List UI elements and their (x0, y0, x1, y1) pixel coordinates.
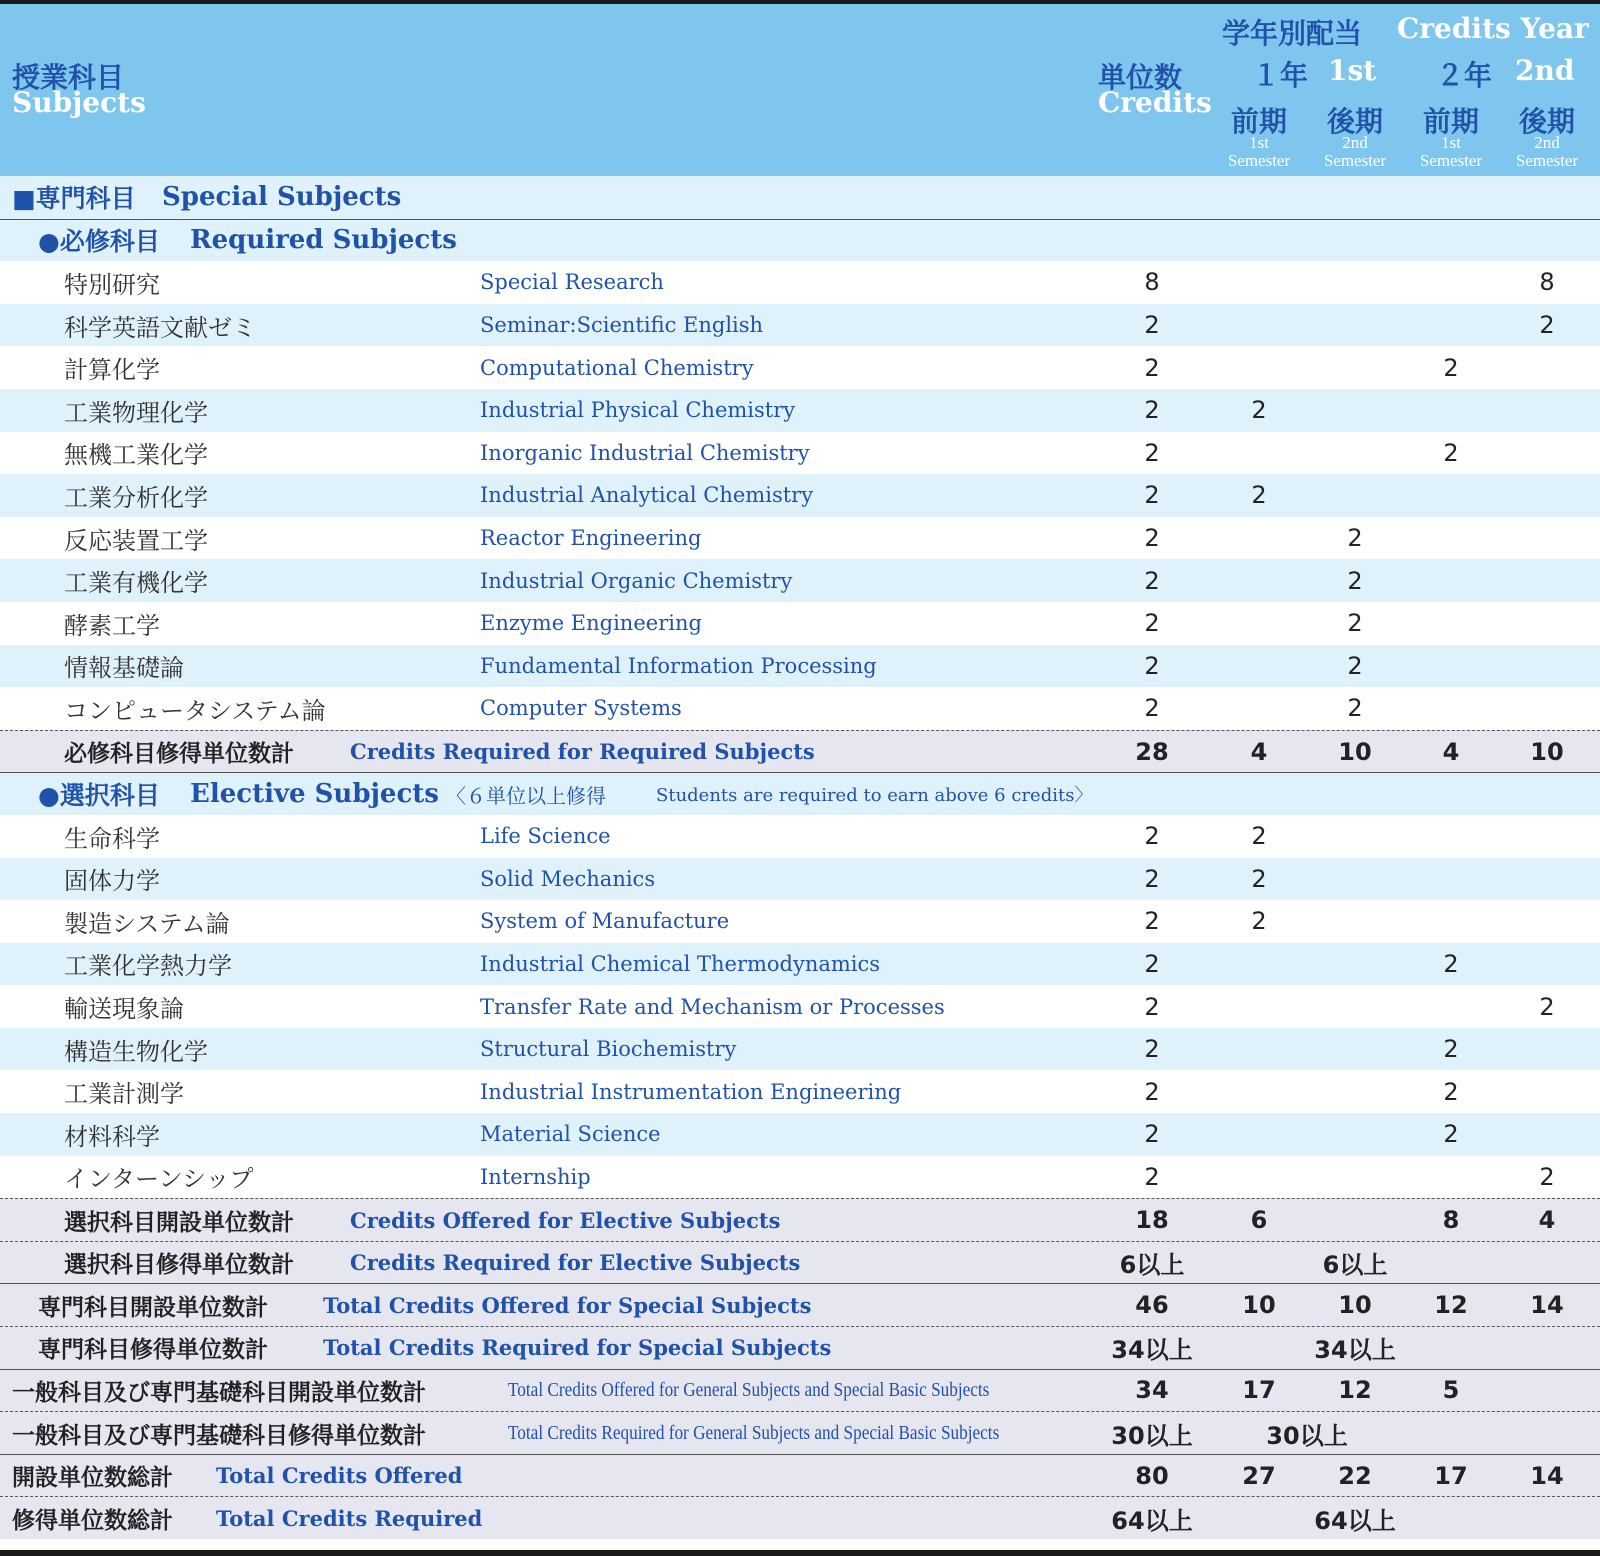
general-offered-s1: 17 (1242, 1376, 1276, 1405)
subject-name-ja: 材料科学 (64, 1122, 160, 1151)
semester-s2-cell (1315, 1028, 1395, 1071)
semester-s4-cell (1507, 432, 1587, 475)
semester-s1-cell: 2 (1251, 907, 1267, 936)
required-subject-row (0, 346, 1600, 389)
bottom-rule (0, 1550, 1600, 1556)
all-offered-ja: 開設単位数総計 (12, 1465, 173, 1492)
credits-cell: 2 (1144, 1120, 1160, 1149)
semester-s4-cell (1507, 559, 1587, 602)
semester-s2-cell (1315, 1113, 1395, 1156)
semester4-header-en2: Semester (1515, 151, 1579, 170)
semester-s3-cell: 2 (1443, 353, 1459, 382)
elective-offered-s2 (1315, 1199, 1395, 1241)
credits-cell: 2 (1144, 864, 1160, 893)
semester-s1-cell: 2 (1251, 396, 1267, 425)
subject-name-en: System of Manufacture (480, 909, 730, 934)
semester-s3-cell: 2 (1443, 949, 1459, 978)
subject-name-en: Enzyme Engineering (480, 611, 702, 636)
elective-subject-row (0, 1070, 1600, 1113)
subject-name-ja: インターンシップ (64, 1165, 254, 1194)
elective-offered-en: Credits Offered for Elective Subjects (350, 1207, 781, 1233)
all-offered-credits: 80 (1135, 1461, 1169, 1490)
credits-cell: 2 (1144, 609, 1160, 638)
required-total-s3: 4 (1442, 737, 1460, 766)
subject-name-ja: 構造生物化学 (64, 1037, 208, 1066)
semester3-header-en1: 1st (1441, 133, 1461, 152)
special-offered-credits: 46 (1135, 1291, 1169, 1320)
semester-s2-cell (1315, 389, 1395, 432)
semester-s4-cell (1507, 900, 1587, 943)
subject-name-en: Material Science (480, 1122, 661, 1147)
required-subject-row (0, 432, 1600, 475)
subject-name-en: Industrial Chemical Thermodynamics (480, 951, 881, 976)
special-required-ja: 専門科目修得単位数計 (38, 1337, 268, 1364)
general-required-credits: 30以上 (1111, 1421, 1193, 1450)
semester-s2-cell (1315, 985, 1395, 1028)
semester-s2-cell (1315, 261, 1395, 304)
general-offered-row (0, 1369, 1600, 1412)
elective-subject-row (0, 1028, 1600, 1071)
subject-name-ja: 酵素工学 (64, 611, 160, 640)
all-required-en: Total Credits Required (216, 1505, 483, 1531)
elective-required-credits: 6以上 (1119, 1251, 1185, 1280)
elective-required-year: 6以上 (1322, 1251, 1388, 1280)
semester-s2-cell (1315, 815, 1395, 858)
credits-cell: 2 (1144, 566, 1160, 595)
credits-cell: 2 (1144, 1162, 1160, 1191)
section-special-en: Special Subjects (162, 182, 402, 213)
semester-s1-cell (1219, 1113, 1299, 1156)
subject-name-ja: 工業分析化学 (64, 483, 208, 512)
credits-cell: 2 (1144, 1077, 1160, 1106)
semester-s3-cell (1411, 559, 1491, 602)
semester-s3-cell (1411, 1156, 1491, 1199)
all-offered-s4: 14 (1530, 1461, 1564, 1490)
semester-s3-cell (1411, 304, 1491, 347)
required-subject-row (0, 645, 1600, 688)
subject-name-en: Life Science (480, 824, 611, 849)
semester-s1-cell: 2 (1251, 822, 1267, 851)
semester3-header-en2: Semester (1419, 151, 1483, 170)
semester-s4-cell (1507, 815, 1587, 858)
credits-cell: 2 (1144, 694, 1160, 723)
semester-s4-cell (1507, 687, 1587, 730)
semester-s4-cell (1507, 1113, 1587, 1156)
elective-note-en: Students are required to earn above 6 credits〉 (656, 785, 1093, 807)
all-offered-row (0, 1454, 1600, 1497)
subject-name-en: Industrial Organic Chemistry (480, 568, 793, 593)
subject-name-en: Fundamental Information Processing (480, 653, 877, 678)
special-required-year: 34以上 (1314, 1336, 1396, 1365)
credits-cell: 2 (1144, 396, 1160, 425)
credits-cell: 2 (1144, 822, 1160, 851)
subjects-header-ja: 授業科目 (12, 61, 125, 94)
general-offered-ja: 一般科目及び専門基礎科目開設単位数計 (12, 1379, 426, 1406)
semester-s3-cell: 2 (1443, 1120, 1459, 1149)
semester-s2-cell: 2 (1347, 524, 1363, 553)
semester-s1-cell (1219, 1156, 1299, 1199)
elective-subject-row (0, 1113, 1600, 1156)
semester-s4-cell (1507, 389, 1587, 432)
semester-s2-cell (1315, 858, 1395, 901)
semester-s3-cell (1411, 815, 1491, 858)
credits-cell: 2 (1144, 992, 1160, 1021)
semester-s4-cell (1507, 1070, 1587, 1113)
semester-s2-cell (1315, 943, 1395, 986)
all-offered-en: Total Credits Offered (216, 1463, 463, 1489)
semester-s1-cell (1219, 687, 1299, 730)
semester-s2-cell (1315, 1070, 1395, 1113)
required-subject-row (0, 602, 1600, 645)
credits-cell: 2 (1144, 651, 1160, 680)
subject-name-ja: 反応装置工学 (64, 526, 208, 555)
semester-s3-cell (1411, 900, 1491, 943)
special-required-en: Total Credits Required for Special Subjects (323, 1335, 832, 1361)
elective-required-en: Credits Required for Elective Subjects (350, 1250, 801, 1276)
credits-header-en: Credits (1098, 86, 1212, 119)
semester-s3-cell: 2 (1443, 438, 1459, 467)
subject-name-ja: 特別研究 (64, 270, 160, 299)
semester-s4-cell: 2 (1539, 311, 1555, 340)
subject-name-en: Transfer Rate and Mechanism or Processes (480, 994, 945, 1019)
semester-s2-cell (1315, 432, 1395, 475)
subject-name-en: Reactor Engineering (480, 526, 702, 551)
semester1-header-en2: Semester (1227, 151, 1291, 170)
semester-s1-cell (1219, 346, 1299, 389)
required-total-s2: 10 (1338, 737, 1372, 766)
semester4-header-en1: 2nd (1534, 133, 1560, 152)
semester-s1-cell (1219, 1070, 1299, 1113)
semester-s3-cell: 2 (1443, 1077, 1459, 1106)
elective-offered-credits: 18 (1135, 1206, 1169, 1235)
semester-s3-cell (1411, 858, 1491, 901)
section-elective-en: Elective Subjects (190, 779, 439, 810)
elective-required-row (0, 1241, 1600, 1284)
subject-name-en: Special Research (480, 270, 664, 295)
semester4-header-ja: 後期 (1518, 105, 1575, 138)
subject-name-ja: 工業化学熱力学 (64, 952, 232, 981)
credits-cell: 2 (1144, 949, 1160, 978)
elective-note-ja: 〈６単位以上修得 (446, 783, 606, 808)
allocation-header-ja: 学年別配当 (1222, 17, 1363, 50)
elective-subject-row (0, 985, 1600, 1028)
semester-s3-cell (1411, 985, 1491, 1028)
year2-header-ja: ２年 (1436, 59, 1493, 92)
semester-s1-cell (1219, 985, 1299, 1028)
general-offered-credits: 34 (1135, 1376, 1169, 1405)
semester-s4-cell (1507, 943, 1587, 986)
semester-s4-cell: 2 (1539, 992, 1555, 1021)
semester-s2-cell: 2 (1347, 694, 1363, 723)
subject-name-en: Solid Mechanics (480, 866, 656, 891)
credits-cell: 8 (1144, 268, 1160, 297)
subject-name-ja: 工業計測学 (64, 1080, 184, 1109)
subject-name-en: Industrial Analytical Chemistry (480, 483, 814, 508)
semester-s1-cell (1219, 645, 1299, 688)
semester-s2-cell (1315, 900, 1395, 943)
required-subject-row (0, 261, 1600, 304)
required-total-en: Credits Required for Required Subjects (350, 739, 815, 765)
semester-s1-cell (1219, 517, 1299, 560)
table-header (0, 4, 1600, 176)
special-offered-s1: 10 (1242, 1291, 1276, 1320)
required-total-credits: 28 (1135, 737, 1169, 766)
semester1-header-ja: 前期 (1230, 105, 1287, 138)
elective-offered-row (0, 1198, 1600, 1241)
semester-s3-cell (1411, 261, 1491, 304)
elective-subject-row (0, 900, 1600, 943)
general-required-year: 30以上 (1266, 1421, 1348, 1450)
special-required-credits: 34以上 (1111, 1336, 1193, 1365)
semester-s4-cell: 2 (1539, 1162, 1555, 1191)
semester2-header-en2: Semester (1323, 151, 1387, 170)
semester-s4-cell: 8 (1539, 268, 1555, 297)
all-offered-s2: 22 (1338, 1461, 1372, 1490)
semester-s2-cell (1315, 346, 1395, 389)
general-required-ja: 一般科目及び専門基礎科目修得単位数計 (12, 1422, 426, 1449)
subject-name-ja: 工業物理化学 (64, 398, 208, 427)
elective-subject-row (0, 1156, 1600, 1199)
section-required-en: Required Subjects (190, 225, 457, 256)
subject-name-ja: 生命科学 (64, 824, 160, 853)
elective-offered-s3: 8 (1442, 1206, 1460, 1235)
semester2-header-ja: 後期 (1326, 105, 1383, 138)
elective-offered-s1: 6 (1250, 1206, 1268, 1235)
subject-name-en: Computational Chemistry (480, 355, 754, 380)
required-total-s1: 4 (1250, 737, 1268, 766)
section-required-ja: ●必修科目 (38, 227, 160, 257)
semester-s4-cell (1507, 602, 1587, 645)
special-offered-s4: 14 (1530, 1291, 1564, 1320)
semester-s2-cell: 2 (1347, 651, 1363, 680)
special-offered-row (0, 1283, 1600, 1326)
table-body (0, 176, 1600, 1539)
allocation-header-en: Credits Year (1397, 12, 1589, 45)
semester-s1-cell: 2 (1251, 864, 1267, 893)
subject-name-ja: 製造システム論 (64, 909, 230, 938)
subject-name-ja: コンピュータシステム論 (64, 696, 326, 725)
elective-subject-row (0, 943, 1600, 986)
all-required-credits: 64以上 (1111, 1506, 1193, 1535)
credits-cell: 2 (1144, 438, 1160, 467)
required-subject-row (0, 389, 1600, 432)
special-offered-en: Total Credits Offered for Special Subjects (323, 1292, 812, 1318)
semester-s3-cell (1411, 389, 1491, 432)
required-total-s4: 10 (1530, 737, 1564, 766)
subject-name-ja: 工業有機化学 (64, 569, 208, 598)
subject-name-en: Industrial Instrumentation Engineering (480, 1079, 902, 1104)
semester-s3-cell (1411, 474, 1491, 517)
semester-s2-cell (1315, 304, 1395, 347)
general-offered-s2: 12 (1338, 1376, 1372, 1405)
semester-s2-cell: 2 (1347, 609, 1363, 638)
semester-s1-cell (1219, 432, 1299, 475)
semester-s3-cell (1411, 687, 1491, 730)
required-subject-row (0, 474, 1600, 517)
semester-s1-cell (1219, 602, 1299, 645)
special-offered-s3: 12 (1434, 1291, 1468, 1320)
special-required-row (0, 1326, 1600, 1369)
subject-name-en: Seminar:Scientific English (480, 313, 764, 338)
required-subject-row (0, 517, 1600, 560)
elective-offered-ja: 選択科目開設単位数計 (64, 1209, 294, 1236)
credits-cell: 2 (1144, 907, 1160, 936)
credits-cell: 2 (1144, 524, 1160, 553)
special-offered-ja: 専門科目開設単位数計 (38, 1294, 268, 1321)
general-required-en: Total Credits Required for General Subjects and Special Basic Subjects (508, 1421, 1000, 1444)
subject-name-ja: 情報基礎論 (64, 654, 184, 683)
all-required-ja: 修得単位数総計 (12, 1507, 173, 1534)
subject-name-en: Inorganic Industrial Chemistry (480, 440, 810, 465)
all-required-row (0, 1496, 1600, 1539)
subject-name-ja: 輸送現象論 (64, 995, 184, 1024)
required-total-ja: 必修科目修得単位数計 (64, 741, 294, 768)
section-special (0, 176, 1600, 219)
credits-header-ja: 単位数 (1098, 61, 1183, 94)
semester-s1-cell (1219, 1028, 1299, 1071)
semester-s1-cell (1219, 304, 1299, 347)
all-offered-s1: 27 (1242, 1461, 1276, 1490)
semester-s3-cell (1411, 645, 1491, 688)
elective-subject-row (0, 815, 1600, 858)
subject-name-en: Computer Systems (480, 696, 682, 721)
general-offered-s4 (1507, 1370, 1587, 1412)
credits-cell: 2 (1144, 311, 1160, 340)
semester-s4-cell (1507, 645, 1587, 688)
elective-required-ja: 選択科目修得単位数計 (64, 1252, 294, 1279)
year2-header-en: 2nd (1515, 54, 1575, 87)
subject-name-ja: 計算化学 (64, 356, 160, 385)
elective-subject-row (0, 858, 1600, 901)
all-required-year: 64以上 (1314, 1506, 1396, 1535)
semester-s2-cell: 2 (1347, 566, 1363, 595)
semester3-header-ja: 前期 (1422, 105, 1479, 138)
section-special-ja: ■専門科目 (12, 184, 136, 214)
semester-s1-cell: 2 (1251, 481, 1267, 510)
year1-header-ja: １年 (1252, 59, 1309, 92)
semester-s3-cell: 2 (1443, 1035, 1459, 1064)
section-elective-ja: ●選択科目 (38, 781, 160, 811)
semester-s2-cell (1315, 474, 1395, 517)
semester-s3-cell (1411, 602, 1491, 645)
section-required (0, 219, 1600, 262)
general-offered-s3: 5 (1442, 1376, 1460, 1405)
subjects-header-en: Subjects (12, 86, 146, 119)
required-total-row (0, 730, 1600, 773)
semester-s3-cell (1411, 517, 1491, 560)
semester-s2-cell (1315, 1156, 1395, 1199)
year1-header-en: 1st (1328, 54, 1377, 87)
subject-name-ja: 科学英語文献ゼミ (64, 313, 256, 342)
credits-cell: 2 (1144, 1035, 1160, 1064)
subject-name-en: Structural Biochemistry (480, 1037, 737, 1062)
credits-cell: 2 (1144, 353, 1160, 382)
semester-s1-cell (1219, 943, 1299, 986)
general-required-row (0, 1411, 1600, 1454)
semester1-header-en1: 1st (1249, 133, 1269, 152)
semester2-header-en1: 2nd (1342, 133, 1368, 152)
semester-s4-cell (1507, 346, 1587, 389)
subject-name-ja: 固体力学 (64, 867, 160, 896)
section-elective (0, 772, 1600, 815)
semester-s4-cell (1507, 1028, 1587, 1071)
semester-s1-cell (1219, 559, 1299, 602)
subject-name-en: Industrial Physical Chemistry (480, 398, 796, 423)
required-subject-row (0, 559, 1600, 602)
semester-s4-cell (1507, 474, 1587, 517)
required-subject-row (0, 687, 1600, 730)
credits-cell: 2 (1144, 481, 1160, 510)
special-offered-s2: 10 (1338, 1291, 1372, 1320)
semester-s4-cell (1507, 517, 1587, 560)
subject-name-ja: 無機工業化学 (64, 441, 208, 470)
semester-s4-cell (1507, 858, 1587, 901)
general-offered-en: Total Credits Offered for General Subjects and Special Basic Subjects (508, 1378, 990, 1401)
subject-name-en: Internship (480, 1164, 591, 1189)
required-subject-row (0, 304, 1600, 347)
all-offered-s3: 17 (1434, 1461, 1468, 1490)
semester-s1-cell (1219, 261, 1299, 304)
elective-offered-s4: 4 (1538, 1206, 1556, 1235)
